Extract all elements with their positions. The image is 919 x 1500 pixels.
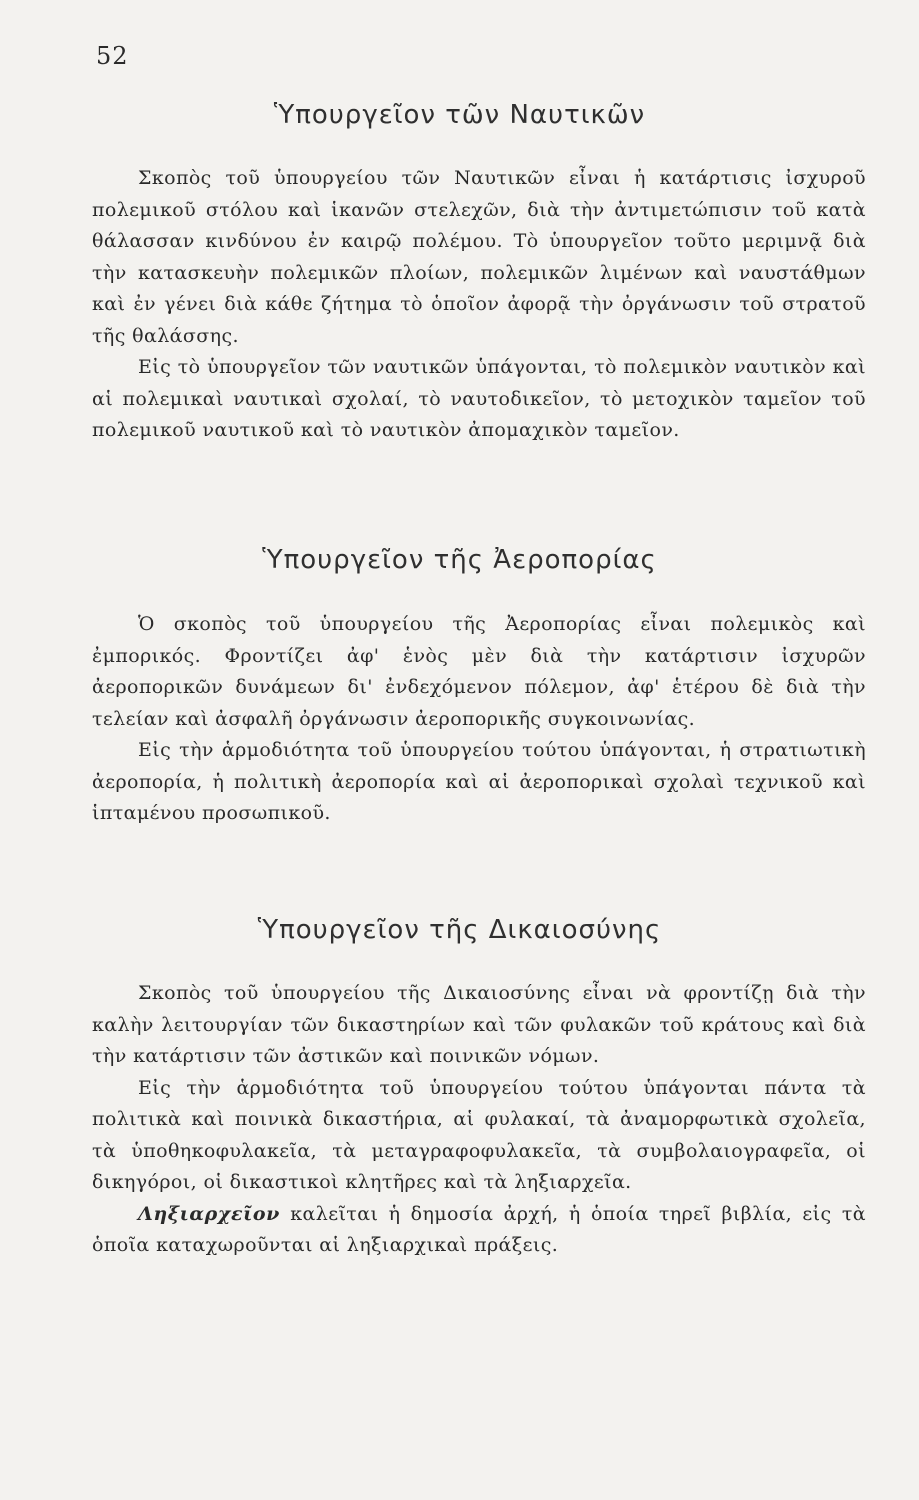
section-heading-air-force: Ὑπουργεῖον τῆς Ἀεροπορίας (262, 545, 657, 575)
paragraph: Εἰς τὴν ἁρμοδιότητα τοῦ ὑπουργείου τούτου ὑπάγονται, ἡ στρατιωτικὴ ἀεροπορία, ἡ πολιτικὴ ἀεροπορία καὶ αἱ ἀεροπορικαὶ σχολαὶ τεχνικοῦ καὶ ἱπταμένου προσωπικοῦ. (92, 739, 866, 824)
defined-term: Ληξιαρχεῖον (138, 1202, 280, 1225)
paragraph: Ὁ σκοπὸς τοῦ ὑπουργείου τῆς Ἀεροπορίας εἶναι πολεμικὸς καὶ ἐμπορικός. Φροντίζει ἀφ' ἑνὸς μὲν διὰ τὴν κατάρτισιν ἰσχυρῶν ἀεροπορικῶν δυνάμεων δι' ἐνδεχόμενον πόλεμον, ἀφ' ἑτέρου δὲ διὰ τὴν τελείαν καὶ ἀσφαλῆ ὀργάνωσιν ἀεροπορικῆς συγκοινωνίας. (92, 613, 866, 730)
paragraph: Σκοπὸς τοῦ ὑπουργείου τῆς Δικαιοσύνης εἶναι νὰ φροντίζῃ διὰ τὴν καλὴν λειτουργίαν τῶν δικαστηρίων καὶ τῶν φυλακῶν τοῦ κράτους καὶ διὰ τὴν κατάρτισιν τῶν ἀστικῶν καὶ ποινικῶν νόμων. (92, 982, 866, 1067)
page-number: 52 (96, 42, 129, 70)
section-heading-justice: Ὑπουργεῖον τῆς Δικαιοσύνης (257, 915, 662, 945)
section-heading-navy: Ὑπουργεῖον τῶν Ναυτικῶν (273, 100, 646, 130)
definition-text: καλεῖται ἡ δημοσία ἀρχή, ἡ ὁποία τηρεῖ βιβλία, εἰς τὰ ὁποῖα καταχωροῦνται αἱ ληξιαρχικαὶ πράξεις. (92, 1202, 866, 1256)
section-body-air-force (92, 609, 866, 830)
definition-paragraph (92, 1199, 866, 1262)
section-body-justice (92, 978, 866, 1262)
paragraph: Εἰς τὴν ἁρμοδιότητα τοῦ ὑπουργείου τούτου ὑπάγονται πάντα τὰ πολιτικὰ καὶ ποινικὰ δικαστήρια, αἱ φυλακαί, τὰ ἀναμορφωτικὰ σχολεῖα, τὰ ὑποθηκοφυλακεῖα, τὰ μεταγραφοφυλακεῖα, τὰ συμβολαιογραφεῖα, οἱ δικηγόροι, οἱ δικαστικοὶ κλητῆρες καὶ τὰ ληξιαρχεῖα. (92, 1076, 866, 1193)
paragraph: Σκοπὸς τοῦ ὑπουργείου τῶν Ναυτικῶν εἶναι ἡ κατάρτισις ἰσχυροῦ πολεμικοῦ στόλου καὶ ἱκανῶν στελεχῶν, διὰ τὴν ἀντιμετώπισιν τοῦ κατὰ θάλασσαν κινδύνου ἐν καιρῷ πολέμου. Τὸ ὑπουργεῖον τοῦτο μεριμνᾷ διὰ τὴν κατασκευὴν πολεμικῶν πλοίων, πολεμικῶν λιμένων καὶ ναυστάθμων καὶ ἐν γένει διὰ κάθε ζήτημα τὸ ὁποῖον ἀφορᾷ τὴν ὀργάνωσιν τοῦ στρατοῦ τῆς θαλάσσης. (92, 167, 866, 347)
paragraph: Εἰς τὸ ὑπουργεῖον τῶν ναυτικῶν ὑπάγονται, τὸ πολεμικὸν ναυτικὸν καὶ αἱ πολεμικαὶ ναυτικαὶ σχολαί, τὸ ναυτοδικεῖον, τὸ μετοχικὸν ταμεῖον τοῦ πολεμικοῦ ναυτικοῦ καὶ τὸ ναυτικὸν ἀπομαχικὸν ταμεῖον. (92, 356, 866, 441)
section-body-navy (92, 163, 866, 447)
